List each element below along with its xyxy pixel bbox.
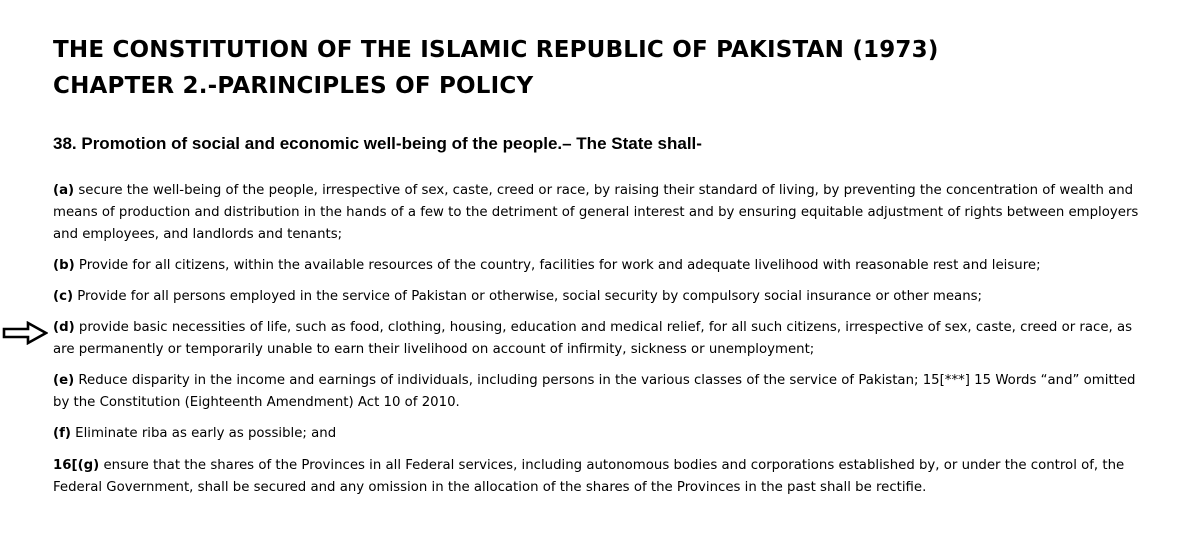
article-heading: 38. Promotion of social and economic well-being of the people.– The State shall- bbox=[53, 134, 702, 153]
clause-d bbox=[53, 317, 1143, 361]
clause-marker: 16[(g) bbox=[53, 458, 100, 473]
clause-text: Eliminate riba as early as possible; and bbox=[70, 426, 337, 441]
clause-marker: (a) bbox=[53, 183, 75, 198]
clause-c bbox=[53, 286, 1143, 308]
document-title bbox=[53, 32, 939, 104]
right-arrow-icon bbox=[2, 321, 48, 345]
clause-text: ensure that the shares of the Provinces in all Federal services, including autonomous bodies and corporations established by, or under the control of, the Federal Government, shall be secured and any omission in the allocation of the shares of the Provinces in the past shall be rectifie. bbox=[53, 458, 1125, 495]
clause-e bbox=[53, 370, 1143, 414]
clause-b bbox=[53, 255, 1143, 277]
clause-a bbox=[53, 180, 1143, 246]
clause-marker: (c) bbox=[53, 289, 74, 304]
clause-f bbox=[53, 423, 1143, 445]
clause-text: secure the well-being of the people, irrespective of sex, caste, creed or race, by raising their standard of living, by preventing the concentration of wealth and means of production and distribution in the hands of a few to the detriment of general interest and by ensuring equitable adjustment of rights between employers and employees, and landlords and tenants; bbox=[53, 183, 1139, 242]
clause-marker: (b) bbox=[53, 258, 75, 273]
clause-text: Provide for all persons employed in the service of Pakistan or otherwise, social security by compulsory social insurance or other means; bbox=[73, 289, 983, 304]
clause-text: provide basic necessities of life, such as food, clothing, housing, education and medical relief, for all such citizens, irrespective of sex, caste, creed or race, as are permanently or temporarily unable to earn their livelihood on account of infirmity, sickness or unemployment; bbox=[53, 320, 1133, 357]
clause-text: Provide for all citizens, within the available resources of the country, facilities for work and adequate livelihood with reasonable rest and leisure; bbox=[74, 258, 1041, 273]
clause-marker: (e) bbox=[53, 373, 75, 388]
document-title-line-2: CHAPTER 2.-PARINCIPLES OF POLICY bbox=[53, 73, 534, 99]
clause-text: Reduce disparity in the income and earnings of individuals, including persons in the various classes of the service of Pakistan; 15[***] 15 Words “and” omitted by the Constitution (Eighteenth Amendment) Act 10 of 2010. bbox=[53, 373, 1136, 410]
clause-marker: (d) bbox=[53, 320, 75, 335]
clause-g bbox=[53, 455, 1143, 499]
document-title-line-1: THE CONSTITUTION OF THE ISLAMIC REPUBLIC OF PAKISTAN (1973) bbox=[53, 37, 939, 63]
clause-marker: (f) bbox=[53, 426, 71, 441]
